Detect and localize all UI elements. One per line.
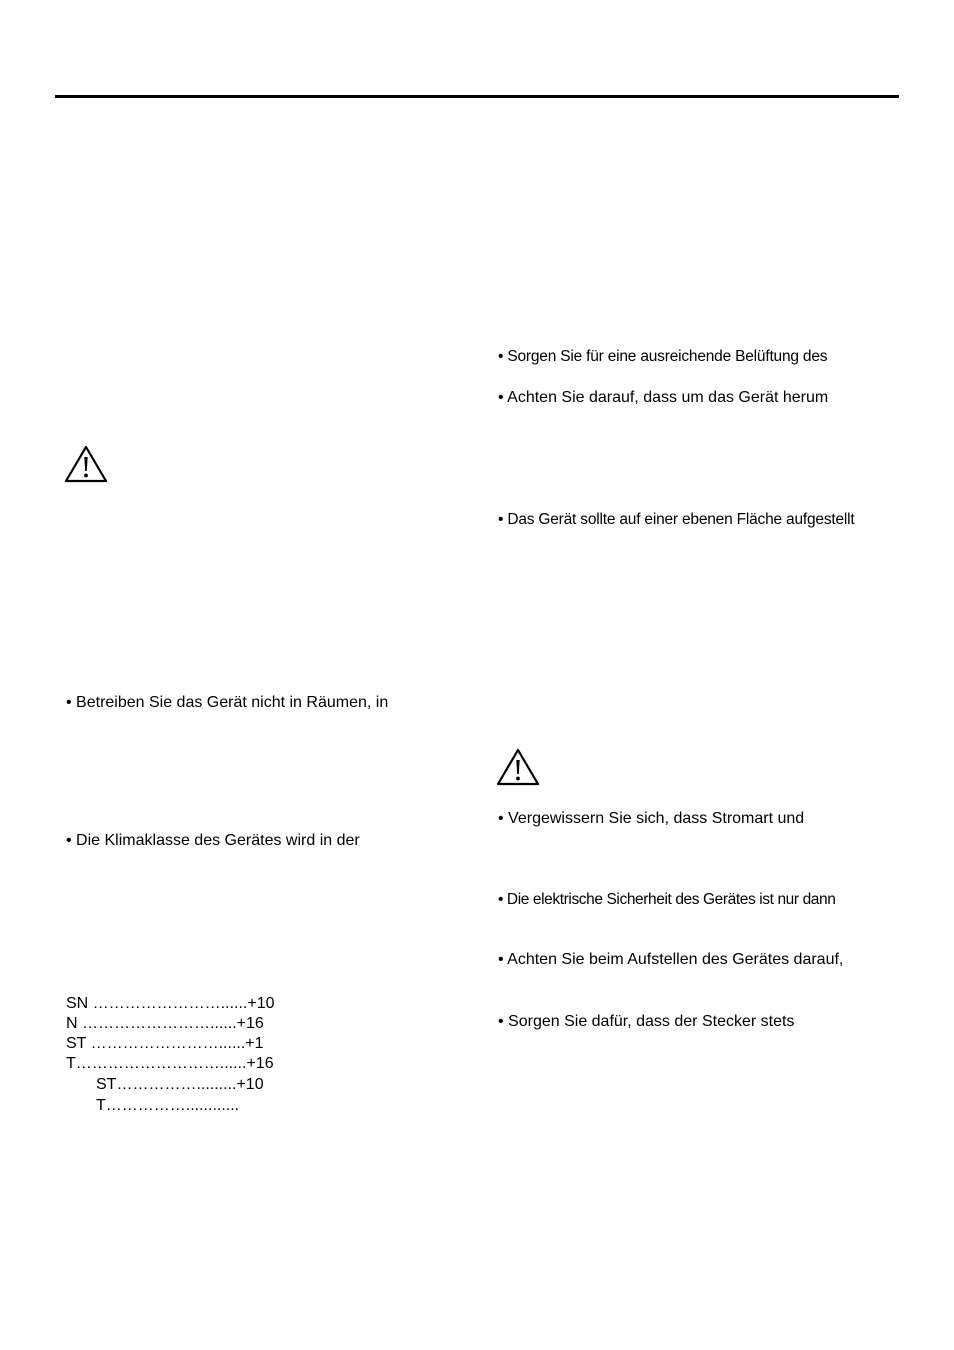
bullet-installation: • Achten Sie beim Aufstellen des Gerätes darauf,: [498, 951, 844, 968]
warning-triangle-icon: [64, 445, 108, 483]
header-rule: [55, 95, 899, 98]
climate-class-t-sub: T……………............: [96, 1097, 240, 1114]
climate-class-st: ST ……………………......+1: [66, 1035, 264, 1052]
bullet-electrical-safety: • Die elektrische Sicherheit des Gerätes ist nur dann: [498, 891, 836, 908]
bullet-level-surface: • Das Gerät sollte auf einer ebenen Fläche aufgestellt: [498, 511, 855, 528]
climate-class-sn: SN ……………………......+10: [66, 995, 275, 1012]
climate-class-st-sub: ST…………….........+10: [96, 1076, 264, 1093]
bullet-ventilation: • Sorgen Sie für eine ausreichende Belüftung des: [498, 348, 828, 365]
bullet-power-type: • Vergewissern Sie sich, dass Stromart und: [498, 810, 805, 827]
climate-class-n: N ……………………......+16: [66, 1015, 264, 1032]
bullet-room-usage: • Betreiben Sie das Gerät nicht in Räumen, in: [66, 694, 389, 711]
bullet-climate-class: • Die Klimaklasse des Gerätes wird in der: [66, 832, 360, 849]
bullet-plug-access: • Sorgen Sie dafür, dass der Stecker stets: [498, 1013, 795, 1030]
warning-triangle-icon: [496, 748, 540, 786]
bullet-clearance: • Achten Sie darauf, dass um das Gerät herum: [498, 389, 829, 406]
climate-class-t: T………………………......+16: [66, 1055, 274, 1072]
